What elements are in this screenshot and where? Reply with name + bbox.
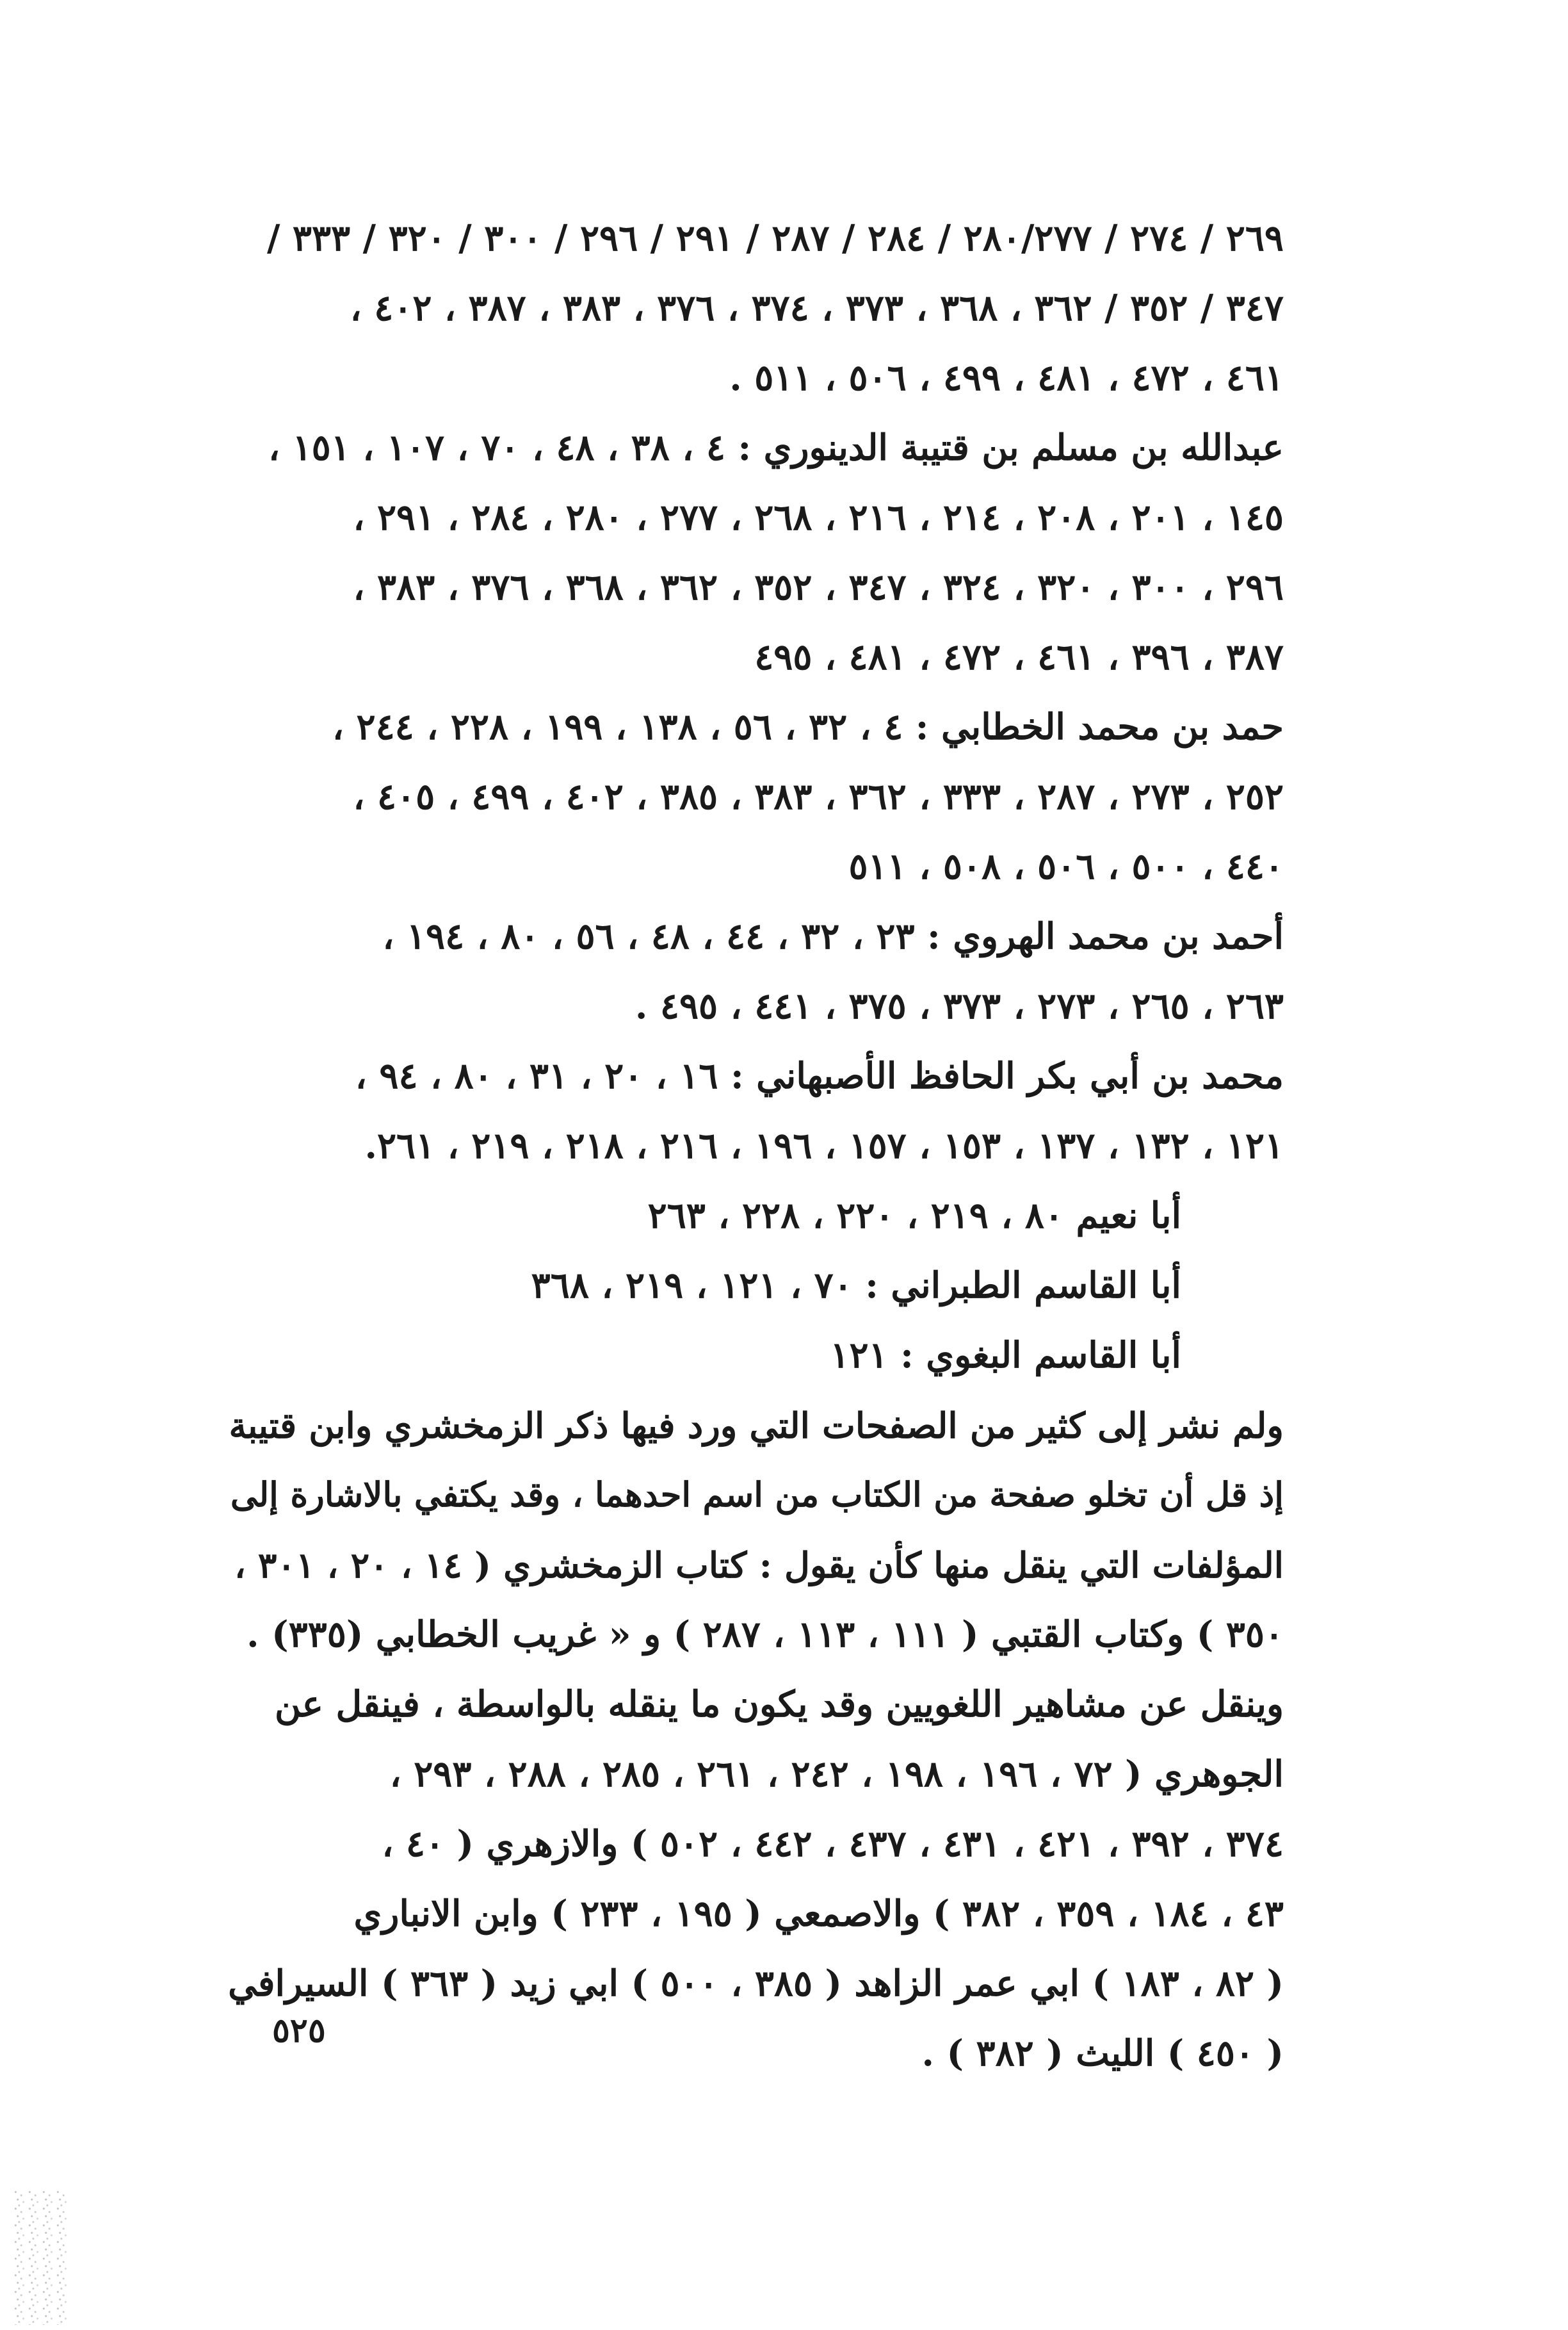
text-line: المؤلفات التي ينقل منها كأن يقول : كتاب الزمخشري ( ١٤ ، ٢٠ ، ٣٠١ ، [234, 1544, 1284, 1586]
page-number: ٥٢٥ [272, 2011, 326, 2050]
text-line: ٣٧٤ ، ٣٩٢ ، ٤٢١ ، ٤٣١ ، ٤٣٧ ، ٤٤٢ ، ٥٠٢ ) والازهري ( ٤٠ ، [382, 1823, 1284, 1865]
text-line: أبا القاسم الطبراني : ٧٠ ، ١٢١ ، ٢١٩ ، ٣٦٨ [531, 1264, 1181, 1307]
text-line: أبا القاسم البغوي : ١٢١ [830, 1334, 1181, 1376]
text-line: ( ٨٢ ، ١٨٣ ) ابي عمر الزاهد ( ٣٨٥ ، ٥٠٠ ) ابي زيد ( ٣٦٣ ) السيرافي [228, 1962, 1284, 2005]
text-line: ( ٤٥٠ ) الليث ( ٣٨٢ ) . [921, 2032, 1284, 2074]
text-line: أحمد بن محمد الهروي : ٢٣ ، ٣٢ ، ٤٤ ، ٤٨ ، ٥٦ ، ٨٠ ، ١٩٤ ، [382, 915, 1284, 957]
text-line: ٢٦٩ / ٢٧٤ / ٢٨٠/٢٧٧ / ٢٨٤ / ٢٨٧ / ٢٩١ / ٢٩٦ / ٣٠٠ / ٣٢٠ / ٣٣٣ / [266, 217, 1284, 259]
text-line: ٤٦١ ، ٤٧٢ ، ٤٨١ ، ٤٩٩ ، ٥٠٦ ، ٥١١ . [729, 357, 1284, 399]
text-line: محمد بن أبي بكر الحافظ الأصبهاني : ١٦ ، ٢٠ ، ٣١ ، ٨٠ ، ٩٤ ، [355, 1055, 1284, 1097]
text-line: الجوهري ( ٧٢ ، ١٩٦ ، ١٩٨ ، ٢٤٢ ، ٢٦١ ، ٢٨٥ ، ٢٨٨ ، ٢٩٣ ، [389, 1753, 1284, 1795]
scan-speckle [13, 2190, 70, 2325]
text-line: ٣٨٧ ، ٣٩٦ ، ٤٦١ ، ٤٧٢ ، ٤٨١ ، ٤٩٥ [754, 636, 1284, 678]
text-line: ١٤٥ ، ٢٠١ ، ٢٠٨ ، ٢١٤ ، ٢١٦ ، ٢٦٨ ، ٢٧٧ ، ٢٨٠ ، ٢٨٤ ، ٢٩١ ، [353, 496, 1284, 539]
text-line: ٢٥٢ ، ٢٧٣ ، ٢٨٧ ، ٣٣٣ ، ٣٦٢ ، ٣٨٣ ، ٣٨٥ ، ٤٠٢ ، ٤٩٩ ، ٤٠٥ ، [353, 776, 1284, 818]
text-line: إذ قل أن تخلو صفحة من الكتاب من اسم احدهما ، وقد يكتفي بالاشارة إلى [230, 1475, 1284, 1515]
text-line: ولم نشر إلى كثير من الصفحات التي ورد فيها ذكر الزمخشري وابن قتيبة [229, 1405, 1284, 1446]
text-line: ٤٤٠ ، ٥٠٠ ، ٥٠٦ ، ٥٠٨ ، ٥١١ [848, 845, 1284, 888]
text-line: ٤٣ ، ١٨٤ ، ٣٥٩ ، ٣٨٢ ) والاصمعي ( ١٩٥ ، ٢٣٣ ) وابن الانباري [353, 1893, 1284, 1935]
index-text [221, 204, 1284, 2089]
text-line: ٢٩٦ ، ٣٠٠ ، ٣٢٠ ، ٣٢٤ ، ٣٤٧ ، ٣٥٢ ، ٣٦٢ ، ٣٦٨ ، ٣٧٦ ، ٣٨٣ ، [353, 566, 1284, 608]
text-line: ١٢١ ، ١٣٢ ، ١٣٧ ، ١٥٣ ، ١٥٧ ، ١٩٦ ، ٢١٦ ، ٢١٨ ، ٢١٩ ، ٢٦١. [364, 1125, 1284, 1167]
text-line: ٣٤٧ / ٣٥٢ / ٣٦٢ ، ٣٦٨ ، ٣٧٣ ، ٣٧٤ ، ٣٧٦ ، ٣٨٣ ، ٣٨٧ ، ٤٠٢ ، [350, 287, 1284, 329]
text-line: حمد بن محمد الخطابي : ٤ ، ٣٢ ، ٥٦ ، ١٣٨ ، ١٩٩ ، ٢٢٨ ، ٢٤٤ ، [332, 706, 1284, 748]
text-line: وينقل عن مشاهير اللغويين وقد يكون ما ينقله بالواسطة ، فينقل عن [274, 1683, 1284, 1725]
text-line: ٢٦٣ ، ٢٦٥ ، ٢٧٣ ، ٣٧٣ ، ٣٧٥ ، ٤٤١ ، ٤٩٥ . [634, 985, 1284, 1027]
text-line: أبا نعيم ٨٠ ، ٢١٩ ، ٢٢٠ ، ٢٢٨ ، ٢٦٣ [647, 1194, 1181, 1237]
text-line: عبدالله بن مسلم بن قتيبة الدينوري : ٤ ، ٣٨ ، ٤٨ ، ٧٠ ، ١٠٧ ، ١٥١ ، [268, 427, 1284, 469]
text-line: ٣٥٠ ) وكتاب القتبي ( ١١١ ، ١١٣ ، ٢٨٧ ) و « غريب الخطابي (٣٣٥) . [247, 1613, 1284, 1656]
